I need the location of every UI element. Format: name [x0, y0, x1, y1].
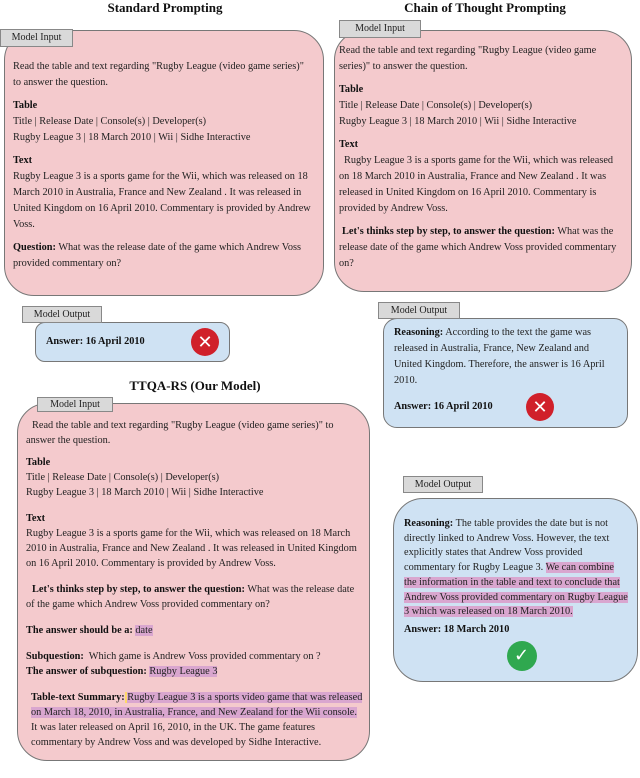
cot-output-box [383, 318, 628, 428]
cot-output-label: Model Output [378, 302, 460, 319]
ttqa-table-row: Rugby League 3 | 18 March 2010 | Wii | Sidhe Interactive [26, 487, 264, 498]
check-circle-icon: ✓ [507, 641, 537, 671]
ttqa-input-box [17, 403, 370, 761]
cot-reasoning: Reasoning: According to the text the game was released in Australia, France, New Zealand and United Kingdom. Therefore, the answer is 16 April 2010. [394, 327, 605, 386]
standard-table-header: Title | Release Date | Console(s) | Developer(s) [13, 116, 207, 127]
title-ttqa: TTQA-RS (Our Model) [129, 378, 261, 393]
standard-table-row: Rugby League 3 | 18 March 2010 | Wii | Sidhe Interactive [13, 132, 251, 143]
title-standard: Standard Prompting [107, 0, 223, 15]
title-cot: Chain of Thought Prompting [404, 0, 566, 15]
ttqa-output-label: Model Output [403, 476, 483, 493]
cot-input-label: Model Input [339, 20, 421, 38]
ttqa-summary: Table-text Summary: Rugby League 3 is a sports video game that was released on March 18, 2010, in Australia, France, and New Zealand for the Wii console. It was later released on April 16, 2010, in the UK. The game features commentary by Andrew Voss and was developed by Sidhe Interactive. [31, 692, 363, 748]
standard-text-heading: Text [13, 155, 33, 166]
ttqa-subquestion: Subquestion: Which game is Andrew Voss provided commentary on ? [26, 651, 321, 662]
standard-output-label: Model Output [22, 306, 102, 323]
standard-output-box [35, 322, 230, 362]
cot-intro: Read the table and text regarding "Rugby League (video game series)" to answer the question. [339, 45, 597, 72]
ttqa-subquestion-answer: The answer of subquestion: Rugby League 3 [26, 666, 218, 677]
ttqa-text-heading: Text [26, 513, 46, 524]
standard-text-body: Rugby League 3 is a sports game for the Wii, which was released on 18 March 2010 in Australia, France and New Zealand . It was released in United Kingdom on 16 April 2010. Commentary is provided by Andrew Voss. [13, 171, 311, 230]
cot-table-heading: Table [339, 84, 364, 95]
ttqa-table-header: Title | Release Date | Console(s) | Developer(s) [26, 472, 220, 483]
ttqa-output-box [393, 498, 638, 682]
cot-table-row: Rugby League 3 | 18 March 2010 | Wii | Sidhe Interactive [339, 116, 577, 127]
standard-intro: Read the table and text regarding "Rugby League (video game series)" to answer the question. [13, 61, 304, 88]
ttqa-answer: Answer: 18 March 2010 [404, 623, 510, 635]
standard-table-heading: Table [13, 100, 38, 111]
ttqa-question: Let's thinks step by step, to answer the question: What was the release date of the game which Andrew Voss provided commentary on? [26, 584, 355, 610]
x-circle-icon: ✕ [191, 328, 219, 356]
cot-answer: Answer: 16 April 2010 [394, 401, 493, 412]
ttqa-table-heading: Table [26, 457, 51, 468]
ttqa-input-label: Model Input [37, 397, 113, 412]
cot-question: Let's thinks step by step, to answer the question: What was the release date of the game which Andrew Voss provided commentary on? [339, 226, 617, 269]
ttqa-reasoning: Reasoning: The table provides the date but is not directly linked to Andrew Voss. However, the text explicitly states that Andrew Voss provided commentary for Rugby League 3. We can combine the information in the table and text to conclude that Andrew Voss provided commentary on Rugby League 3 which was released on 18 March 2010. [404, 518, 628, 618]
cot-text-heading: Text [339, 139, 359, 150]
standard-answer: Answer: 16 April 2010 [46, 336, 145, 347]
cot-table-header: Title | Release Date | Console(s) | Developer(s) [339, 100, 533, 111]
ttqa-text-body: Rugby League 3 is a sports game for the Wii, which was released on 18 March 2010 in Australia, France and New Zealand . It was released in United Kingdom on 16 April 2010. Commentary is provided by Andrew Voss. [26, 528, 357, 569]
ttqa-intro: Read the table and text regarding "Rugby League (video game series)" to answer the question. [26, 420, 334, 446]
standard-input-label: Model Input [0, 29, 73, 47]
standard-input-box [4, 30, 324, 296]
standard-question: Question: What was the release date of the game which Andrew Voss provided commentary on? [13, 242, 301, 269]
ttqa-answer-type: The answer should be a: date [26, 625, 153, 636]
x-circle-icon: ✕ [526, 393, 554, 421]
cot-input-box [334, 30, 632, 292]
cot-text-body: Rugby League 3 is a sports game for the Wii, which was released on 18 March 2010 in Australia, France and New Zealand . It was released in United Kingdom on 16 April 2010. Commentary is provided by Andrew Voss. [339, 155, 614, 214]
